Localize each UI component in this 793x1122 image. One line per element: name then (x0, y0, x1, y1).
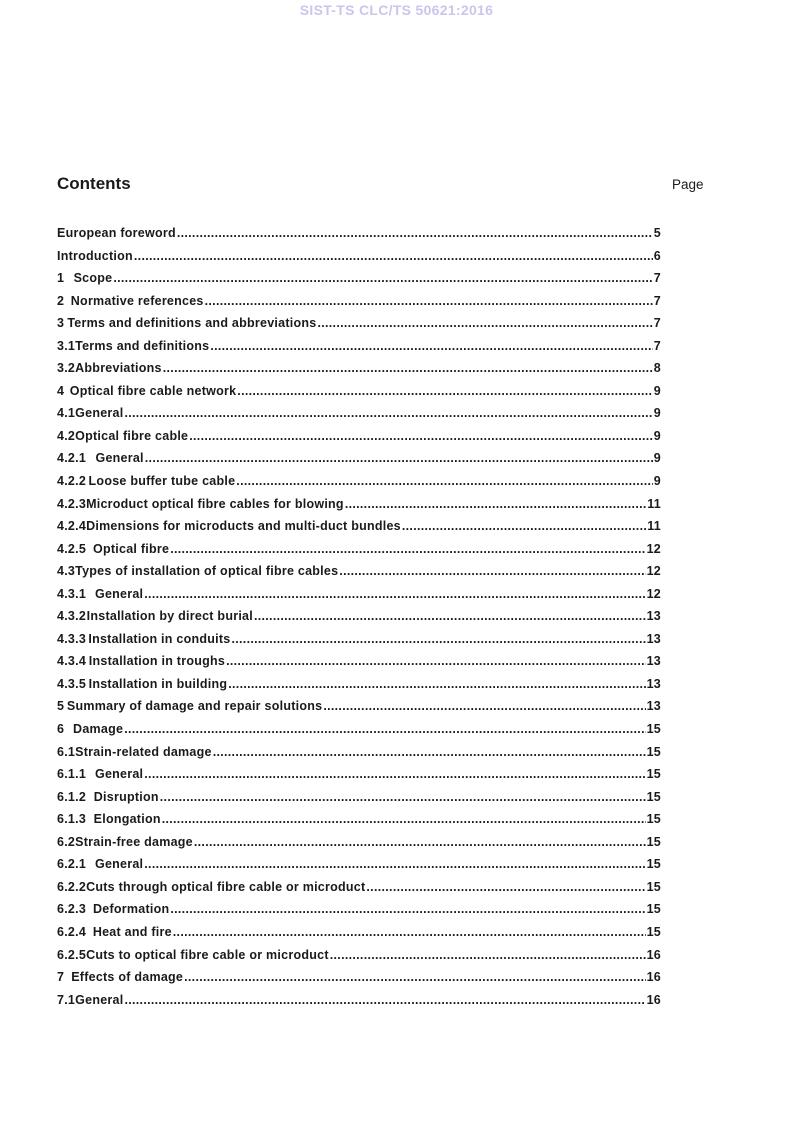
toc-entry-number: 4.3.1 (57, 586, 87, 601)
dot-leader (402, 519, 646, 533)
toc-entry-title: General (94, 857, 144, 872)
toc-entry-title: Effects of damage (71, 970, 184, 985)
toc-entry-page: 9 (653, 474, 661, 489)
toc-entry-page: 16 (646, 970, 661, 985)
toc-entry-page: 6 (653, 248, 661, 263)
dot-leader (170, 902, 645, 916)
toc-entry-page: 5 (653, 226, 661, 240)
toc-entry-page: 8 (653, 361, 661, 376)
toc-entry-page: 11 (647, 496, 661, 511)
toc-entry-number: 5 (57, 699, 65, 714)
toc-entry[interactable] (57, 384, 661, 407)
toc-entry-title: Optical fibre (93, 541, 170, 556)
toc-entry[interactable] (57, 361, 661, 384)
toc-entry[interactable] (57, 451, 661, 474)
dot-leader (145, 451, 653, 465)
dot-leader (330, 948, 646, 962)
toc-entry-number: 4.2.3 (57, 496, 87, 511)
toc-entry[interactable] (57, 249, 661, 272)
toc-entry[interactable] (57, 699, 661, 722)
toc-entry-title: Cuts through optical fibre cable or microduct (86, 879, 366, 894)
toc-entry-number: 4.2.5 (57, 541, 87, 556)
toc-entry-title: Installation in troughs (88, 654, 226, 669)
toc-entry-title: Strain-free damage (75, 834, 193, 849)
toc-entry-page: 7 (653, 293, 661, 308)
toc-entry-number: 1 (57, 271, 65, 286)
toc-entry[interactable] (57, 835, 661, 858)
toc-entry-title: General (75, 406, 124, 421)
dot-leader (231, 632, 645, 646)
table-of-contents (57, 226, 661, 1015)
toc-entry[interactable] (57, 948, 661, 971)
toc-entry[interactable] (57, 880, 661, 903)
dot-leader (205, 294, 653, 308)
toc-entry-page: 7 (653, 316, 661, 331)
toc-entry-number: 6.2 (57, 834, 76, 849)
toc-entry-title: General (94, 586, 144, 601)
toc-entry-title: Terms and definitions (75, 338, 210, 353)
toc-entry-page: 15 (646, 834, 661, 849)
toc-entry[interactable] (57, 564, 661, 587)
dot-leader (163, 361, 653, 375)
toc-entry-number: 3.2 (57, 361, 76, 376)
toc-entry[interactable] (57, 474, 661, 497)
toc-entry-page: 16 (646, 992, 661, 1007)
dot-leader (210, 339, 652, 353)
toc-entry-page: 15 (646, 902, 661, 917)
dot-leader (323, 699, 645, 713)
toc-entry-number: 4.3 (57, 564, 76, 579)
toc-entry[interactable] (57, 993, 661, 1016)
toc-entry[interactable] (57, 677, 661, 700)
toc-entry-title: Elongation (93, 812, 161, 827)
toc-entry-page: 15 (646, 744, 661, 759)
dot-leader (124, 722, 645, 736)
toc-entry-number: 4.3.3 (57, 631, 87, 646)
toc-entry-page: 15 (646, 812, 661, 827)
toc-entry-page: 15 (646, 767, 661, 782)
dot-leader (162, 812, 646, 826)
toc-entry-title: Normative references (70, 293, 204, 308)
toc-entry-number: 2 (57, 293, 65, 308)
dot-leader (345, 497, 646, 511)
dot-leader (317, 316, 652, 330)
toc-entry-page: 7 (653, 271, 661, 286)
toc-entry-number: 4.2.2 (57, 474, 87, 489)
toc-entry-title: General (75, 992, 124, 1007)
toc-entry-page: 7 (653, 338, 661, 353)
toc-entry[interactable] (57, 790, 661, 813)
toc-entry-number: 6.2.5 (57, 947, 87, 962)
toc-entry[interactable] (57, 429, 661, 452)
toc-entry-page: 9 (653, 406, 661, 421)
toc-entry-number: 4.2 (57, 428, 76, 443)
dot-leader (177, 226, 653, 240)
toc-entry-title: Installation in building (88, 676, 228, 691)
toc-entry[interactable] (57, 970, 661, 993)
page-column-label: Page (672, 177, 704, 192)
toc-entry-number: 3 (57, 316, 65, 331)
toc-entry-number: 4.2.4 (57, 519, 87, 534)
toc-entry-number: 6.2.3 (57, 902, 87, 917)
toc-entry[interactable] (57, 226, 661, 249)
toc-entry[interactable] (57, 722, 661, 745)
toc-entry-title: Cuts to optical fibre cable or microduct (86, 947, 329, 962)
toc-entry-title: Optical fibre cable network (69, 383, 237, 398)
dot-leader (144, 767, 645, 781)
toc-entry[interactable] (57, 925, 661, 948)
toc-entry[interactable] (57, 812, 661, 835)
toc-entry-title: Damage (73, 722, 124, 737)
toc-entry-page: 13 (646, 654, 661, 669)
dot-leader (254, 609, 646, 623)
dot-leader (173, 925, 646, 939)
toc-entry[interactable] (57, 587, 661, 610)
toc-entry[interactable] (57, 745, 661, 768)
toc-entry-page: 9 (653, 451, 661, 466)
toc-entry-number: 4.2.1 (57, 451, 87, 466)
toc-entry[interactable] (57, 542, 661, 565)
dot-leader (144, 587, 645, 601)
toc-entry[interactable] (57, 654, 661, 677)
toc-entry-title: Installation by direct burial (86, 609, 253, 624)
toc-entry[interactable] (57, 632, 661, 655)
toc-entry-page: 13 (646, 699, 661, 714)
toc-entry-number: 4.3.4 (57, 654, 87, 669)
toc-entry-page: 12 (646, 541, 661, 556)
dot-leader (226, 654, 646, 668)
dot-leader (228, 677, 645, 691)
toc-entry-title: Dimensions for microducts and multi-duct bundles (86, 519, 401, 534)
toc-entry-title: Disruption (93, 789, 159, 804)
toc-entry-page: 15 (646, 789, 661, 804)
toc-entry[interactable] (57, 857, 661, 880)
toc-entry-title: European foreword (57, 226, 176, 240)
toc-entry-number: 6.2.1 (57, 857, 87, 872)
toc-entry-title: Optical fibre cable (75, 428, 189, 443)
toc-entry-number: 6.1 (57, 744, 76, 759)
toc-entry-title: Strain-related damage (75, 744, 212, 759)
toc-entry-page: 16 (646, 947, 661, 962)
toc-entry-page: 9 (653, 383, 661, 398)
toc-entry-title: Introduction (57, 248, 133, 263)
toc-entry-number: 6.1.2 (57, 789, 87, 804)
toc-entry-number: 6.2.4 (57, 924, 87, 939)
toc-entry-number: 7 (57, 970, 65, 985)
toc-entry-number: 6 (57, 722, 65, 737)
toc-entry-page: 15 (646, 924, 661, 939)
toc-entry-number: 6.1.3 (57, 812, 87, 827)
toc-entry-title: Microduct optical fibre cables for blowing (86, 496, 344, 511)
toc-entry-page: 13 (646, 631, 661, 646)
dot-leader (170, 542, 645, 556)
toc-entry-page: 12 (646, 586, 661, 601)
toc-entry-title: Abbreviations (75, 361, 162, 376)
dot-leader (213, 745, 646, 759)
dot-leader (124, 406, 652, 420)
toc-entry-page: 11 (647, 519, 661, 534)
toc-entry-number: 7.1 (57, 992, 76, 1007)
toc-entry-title: Terms and definitions and abbreviations (67, 316, 317, 331)
toc-entry-title: General (95, 451, 144, 466)
contents-title: Contents (57, 174, 131, 193)
dot-leader (113, 271, 652, 285)
dot-leader (194, 835, 646, 849)
toc-entry-title: Scope (73, 271, 113, 286)
toc-entry-title: Types of installation of optical fibre cables (75, 564, 339, 579)
dot-leader (134, 249, 653, 263)
toc-entry-page: 12 (646, 564, 661, 579)
dot-leader (184, 970, 645, 984)
toc-entry[interactable] (57, 902, 661, 925)
toc-entry-title: Loose buffer tube cable (88, 474, 236, 489)
toc-entry-page: 13 (646, 676, 661, 691)
toc-entry-page: 15 (646, 722, 661, 737)
toc-entry[interactable] (57, 497, 661, 520)
toc-entry-number: 4.3.5 (57, 676, 87, 691)
toc-entry-title: Deformation (92, 902, 170, 917)
dot-leader (366, 880, 645, 894)
toc-entry-number: 3.1 (57, 338, 76, 353)
dot-leader (144, 857, 645, 871)
toc-entry-number: 4.1 (57, 406, 76, 421)
toc-entry[interactable] (57, 271, 661, 294)
toc-entry[interactable] (57, 406, 661, 429)
toc-entry-title: Heat and fire (92, 924, 172, 939)
toc-entry-number: 6.1.1 (57, 767, 87, 782)
toc-entry-page: 13 (646, 609, 661, 624)
dot-leader (160, 790, 646, 804)
dot-leader (237, 384, 653, 398)
document-id-watermark: SIST-TS CLC/TS 50621:2016 (299, 2, 494, 18)
toc-entry-title: Summary of damage and repair solutions (66, 699, 323, 714)
toc-entry[interactable] (57, 294, 661, 317)
toc-entry[interactable] (57, 339, 661, 362)
toc-entry[interactable] (57, 519, 661, 542)
toc-entry-number: 4.3.2 (57, 609, 87, 624)
dot-leader (124, 993, 645, 1007)
toc-entry[interactable] (57, 767, 661, 790)
dot-leader (189, 429, 653, 443)
toc-entry-page: 15 (646, 879, 661, 894)
toc-entry-page: 15 (646, 857, 661, 872)
dot-leader (339, 564, 645, 578)
toc-entry-title: Installation in conduits (88, 631, 231, 646)
toc-entry[interactable] (57, 316, 661, 339)
toc-entry[interactable] (57, 609, 661, 632)
toc-entry-number: 4 (57, 383, 65, 398)
toc-entry-page: 9 (653, 428, 661, 443)
toc-entry-number: 6.2.2 (57, 879, 87, 894)
dot-leader (236, 474, 653, 488)
toc-entry-title: General (94, 767, 144, 782)
